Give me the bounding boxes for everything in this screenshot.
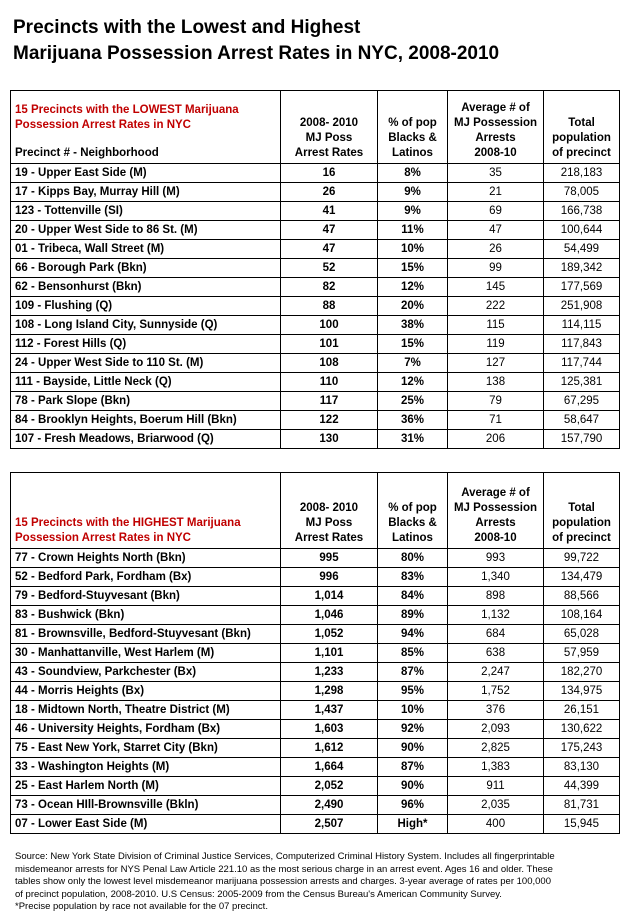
highest-cell-pop: 134,975 [544,682,620,701]
lowest-table-row [11,221,620,240]
highest-table-row [11,568,620,587]
lowest-cell-name: 112 - Forest Hills (Q) [11,335,281,354]
lowest-cell-pct: 9% [378,183,448,202]
lowest-cell-pct: 15% [378,259,448,278]
highest-cell-name: 07 - Lower East Side (M) [11,815,281,834]
lowest-col-rate-a: 2008- 2010 [299,117,359,129]
highest-col-rate-a: 2008- 2010 [299,502,359,514]
highest-cell-rate: 996 [281,568,378,587]
highest-cell-pct: 90% [378,739,448,758]
highest-cell-avg: 2,825 [448,739,544,758]
lowest-cell-pop: 54,499 [544,240,620,259]
highest-cell-pop: 108,164 [544,606,620,625]
highest-cell-name: 83 - Bushwick (Bkn) [11,606,281,625]
highest-cell-name: 25 - East Harlem North (M) [11,777,281,796]
highest-cell-pct: 92% [378,720,448,739]
highest-cell-name: 43 - Soundview, Parkchester (Bx) [11,663,281,682]
highest-header-row [11,473,620,549]
highest-cell-pct: 90% [378,777,448,796]
source-line-4: of precinct population, 2008-2010. U.S Census: 2005-2009 from the Census Bureau's American Community Survey. [15,888,502,900]
highest-cell-pct: 80% [378,549,448,568]
highest-cell-name: 33 - Washington Heights (M) [11,758,281,777]
lowest-table [10,90,620,449]
highest-cell-pct: 87% [378,663,448,682]
lowest-col-pct-a: % of pop [388,117,437,129]
highest-cell-pct: 87% [378,758,448,777]
highest-table-row [11,758,620,777]
lowest-cell-name: 01 - Tribeca, Wall Street (M) [11,240,281,259]
lowest-cell-name: 62 - Bensonhurst (Bkn) [11,278,281,297]
highest-cell-pct: 84% [378,587,448,606]
source-line-3: tables show only the lowest level misdemeanor marijuana possession arrests and charges. 3-year average of rates per 100,000 [15,876,551,888]
highest-header-avg [448,473,544,549]
lowest-col-avg-d: 2008-10 [474,147,517,159]
lowest-cell-pct: 10% [378,240,448,259]
lowest-header-row [11,91,620,164]
lowest-col-avg-b: MJ Possession [453,117,538,129]
highest-cell-rate: 2,052 [281,777,378,796]
highest-cell-rate: 1,603 [281,720,378,739]
lowest-col-pop-b: population [552,132,611,144]
highest-table-row [11,777,620,796]
highest-table-row [11,606,620,625]
highest-cell-pop: 130,622 [544,720,620,739]
lowest-col-pct-c: Latinos [392,147,433,159]
lowest-cell-pop: 157,790 [544,430,620,449]
source-line-2: misdemeanor arrests for NYS Penal Law Article 221.10 as the most serious charge in an arrest event. Ages 16 and older. These [15,863,553,875]
highest-cell-pct: 95% [378,682,448,701]
lowest-col-rate-c: Arrest Rates [294,147,364,159]
lowest-header-neighborhood [11,91,281,164]
lowest-table-row [11,164,620,183]
lowest-cell-pop: 117,744 [544,354,620,373]
lowest-cell-pop: 117,843 [544,335,620,354]
lowest-cell-rate: 41 [281,202,378,221]
highest-table-row [11,720,620,739]
lowest-cell-pct: 20% [378,297,448,316]
highest-table-body [11,473,620,834]
highest-cell-name: 30 - Manhattanville, West Harlem (M) [11,644,281,663]
title-line-2: Marijuana Possession Arrest Rates in NYC, 2008-2010 [13,43,500,64]
highest-cell-pct: 96% [378,796,448,815]
highest-table-row [11,739,620,758]
highest-cell-pop: 57,959 [544,644,620,663]
page-title [13,15,613,67]
highest-cell-rate: 1,101 [281,644,378,663]
highest-table [10,472,620,834]
lowest-cell-pct: 31% [378,430,448,449]
lowest-col-pop-c: of precinct [552,147,611,159]
highest-cell-pop: 182,270 [544,663,620,682]
highest-cell-name: 75 - East New York, Starret City (Bkn) [11,739,281,758]
lowest-col-avg-a: Average # of [461,102,530,114]
lowest-table-row [11,278,620,297]
lowest-cell-pop: 67,295 [544,392,620,411]
highest-cell-rate: 1,664 [281,758,378,777]
highest-cell-pop: 81,731 [544,796,620,815]
highest-cell-name: 73 - Ocean HIll-Brownsville (Bkln) [11,796,281,815]
lowest-cell-rate: 101 [281,335,378,354]
lowest-cell-pct: 15% [378,335,448,354]
lowest-table-row [11,240,620,259]
lowest-cell-rate: 52 [281,259,378,278]
highest-table-row [11,663,620,682]
highest-cell-pct: High* [378,815,448,834]
highest-cell-rate: 1,437 [281,701,378,720]
source-line-1: Source: New York State Division of Criminal Justice Services, Computerized Criminal History System. Includes all fingerprintable [15,851,555,862]
lowest-cell-name: 84 - Brooklyn Heights, Boerum Hill (Bkn) [11,411,281,430]
lowest-cell-avg: 127 [448,354,544,373]
lowest-cell-rate: 110 [281,373,378,392]
lowest-col-avg-c: Arrests [475,132,516,144]
highest-cell-rate: 995 [281,549,378,568]
highest-header-pop [544,473,620,549]
highest-col-avg-a: Average # of [461,487,530,499]
highest-cell-avg: 2,247 [448,663,544,682]
lowest-cell-name: 19 - Upper East Side (M) [11,164,281,183]
lowest-cell-pop: 251,908 [544,297,620,316]
highest-cell-pop: 88,566 [544,587,620,606]
highest-cell-rate: 1,612 [281,739,378,758]
lowest-cell-pct: 38% [378,316,448,335]
highest-cell-name: 44 - Morris Heights (Bx) [11,682,281,701]
highest-cell-avg: 376 [448,701,544,720]
lowest-cell-name: 78 - Park Slope (Bkn) [11,392,281,411]
lowest-table-row [11,392,620,411]
lowest-cell-avg: 21 [448,183,544,202]
highest-cell-pct: 83% [378,568,448,587]
highest-table-row [11,815,620,834]
lowest-col-precinct: Precinct # - Neighborhood [15,147,159,159]
highest-cell-avg: 684 [448,625,544,644]
highest-col-avg-c: Arrests [475,517,516,529]
highest-cell-name: 18 - Midtown North, Theatre District (M) [11,701,281,720]
highest-cell-rate: 1,233 [281,663,378,682]
highest-cell-pop: 83,130 [544,758,620,777]
highest-cell-avg: 1,132 [448,606,544,625]
lowest-col-rate-b: MJ Poss [305,132,353,144]
lowest-table-row [11,202,620,221]
highest-cell-pop: 15,945 [544,815,620,834]
lowest-cell-name: 24 - Upper West Side to 110 St. (M) [11,354,281,373]
lowest-cell-rate: 16 [281,164,378,183]
highest-cell-rate: 1,298 [281,682,378,701]
lowest-header-pop [544,91,620,164]
highest-cell-avg: 898 [448,587,544,606]
lowest-cell-rate: 47 [281,221,378,240]
highest-table-row [11,549,620,568]
lowest-cell-pct: 12% [378,373,448,392]
highest-col-pct-b: Blacks & [388,517,437,529]
lowest-cell-avg: 222 [448,297,544,316]
lowest-cell-name: 20 - Upper West Side to 86 St. (M) [11,221,281,240]
highest-col-avg-b: MJ Possession [453,502,538,514]
highest-cell-pop: 99,722 [544,549,620,568]
highest-cell-pct: 89% [378,606,448,625]
lowest-cell-pop: 58,647 [544,411,620,430]
lowest-cell-rate: 26 [281,183,378,202]
lowest-cell-avg: 138 [448,373,544,392]
highest-cell-pct: 94% [378,625,448,644]
highest-heading-line2: Possession Arrest Rates in NYC [15,532,191,544]
highest-cell-avg: 2,093 [448,720,544,739]
highest-header-neighborhood [11,473,281,549]
lowest-cell-pct: 7% [378,354,448,373]
lowest-cell-pop: 100,644 [544,221,620,240]
highest-cell-name: 46 - University Heights, Fordham (Bx) [11,720,281,739]
highest-cell-pop: 175,243 [544,739,620,758]
lowest-cell-avg: 119 [448,335,544,354]
lowest-header-rate [281,91,378,164]
lowest-cell-avg: 35 [448,164,544,183]
lowest-cell-pct: 25% [378,392,448,411]
lowest-cell-pct: 12% [378,278,448,297]
lowest-cell-avg: 206 [448,430,544,449]
highest-cell-avg: 1,340 [448,568,544,587]
title-line-1: Precincts with the Lowest and Highest [13,17,361,38]
highest-cell-avg: 993 [448,549,544,568]
highest-cell-pct: 85% [378,644,448,663]
highest-col-avg-d: 2008-10 [474,532,517,544]
lowest-cell-pct: 9% [378,202,448,221]
highest-table-row [11,587,620,606]
source-line-5: *Precise population by race not available for the 07 precinct. [15,901,268,913]
lowest-table-row [11,373,620,392]
highest-cell-rate: 1,046 [281,606,378,625]
highest-col-rate-b: MJ Poss [305,517,353,529]
highest-cell-pct: 10% [378,701,448,720]
lowest-cell-avg: 69 [448,202,544,221]
lowest-cell-pop: 166,738 [544,202,620,221]
lowest-cell-pct: 8% [378,164,448,183]
lowest-table-row [11,335,620,354]
highest-col-rate-c: Arrest Rates [294,532,364,544]
lowest-cell-name: 66 - Borough Park (Bkn) [11,259,281,278]
highest-table-row [11,682,620,701]
lowest-table-row [11,316,620,335]
lowest-table-row [11,297,620,316]
lowest-table-row [11,183,620,202]
highest-header-rate [281,473,378,549]
lowest-cell-name: 17 - Kipps Bay, Murray Hill (M) [11,183,281,202]
lowest-table-row [11,354,620,373]
lowest-cell-pop: 189,342 [544,259,620,278]
lowest-cell-rate: 130 [281,430,378,449]
lowest-cell-rate: 108 [281,354,378,373]
highest-cell-rate: 2,490 [281,796,378,815]
highest-cell-pop: 44,399 [544,777,620,796]
lowest-cell-rate: 82 [281,278,378,297]
lowest-heading-line1: 15 Precincts with the LOWEST Marijuana [15,104,239,116]
lowest-header-pct [378,91,448,164]
highest-table-row [11,796,620,815]
highest-table-row [11,701,620,720]
highest-cell-name: 52 - Bedford Park, Fordham (Bx) [11,568,281,587]
lowest-cell-rate: 122 [281,411,378,430]
highest-heading-line1: 15 Precincts with the HIGHEST Marijuana [15,517,241,529]
lowest-table-row [11,259,620,278]
highest-table-row [11,625,620,644]
lowest-cell-avg: 26 [448,240,544,259]
lowest-cell-pop: 125,381 [544,373,620,392]
highest-cell-avg: 911 [448,777,544,796]
lowest-table-body [11,91,620,449]
lowest-cell-rate: 100 [281,316,378,335]
lowest-cell-name: 108 - Long Island City, Sunnyside (Q) [11,316,281,335]
lowest-table-row [11,430,620,449]
lowest-cell-pct: 11% [378,221,448,240]
lowest-cell-avg: 71 [448,411,544,430]
lowest-cell-rate: 88 [281,297,378,316]
lowest-cell-name: 109 - Flushing (Q) [11,297,281,316]
lowest-cell-name: 123 - Tottenville (SI) [11,202,281,221]
lowest-cell-name: 107 - Fresh Meadows, Briarwood (Q) [11,430,281,449]
lowest-cell-rate: 117 [281,392,378,411]
highest-cell-rate: 1,052 [281,625,378,644]
lowest-table-row [11,411,620,430]
lowest-col-pop-a: Total [568,117,595,129]
lowest-cell-avg: 145 [448,278,544,297]
highest-cell-name: 79 - Bedford-Stuyvesant (Bkn) [11,587,281,606]
source-note [15,851,615,914]
lowest-cell-name: 111 - Bayside, Little Neck (Q) [11,373,281,392]
highest-col-pop-c: of precinct [552,532,611,544]
highest-cell-avg: 400 [448,815,544,834]
highest-cell-avg: 638 [448,644,544,663]
highest-table-row [11,644,620,663]
highest-cell-avg: 1,752 [448,682,544,701]
highest-col-pct-c: Latinos [392,532,433,544]
lowest-cell-rate: 47 [281,240,378,259]
lowest-cell-avg: 47 [448,221,544,240]
lowest-col-pct-b: Blacks & [388,132,437,144]
highest-col-pct-a: % of pop [388,502,437,514]
highest-col-pop-b: population [552,517,611,529]
highest-col-pop-a: Total [568,502,595,514]
lowest-cell-pop: 177,569 [544,278,620,297]
highest-cell-rate: 2,507 [281,815,378,834]
lowest-cell-pop: 218,183 [544,164,620,183]
highest-cell-pop: 65,028 [544,625,620,644]
lowest-cell-avg: 115 [448,316,544,335]
lowest-cell-pct: 36% [378,411,448,430]
highest-cell-rate: 1,014 [281,587,378,606]
lowest-header-avg [448,91,544,164]
lowest-heading-line2: Possession Arrest Rates in NYC [15,119,191,131]
highest-cell-name: 77 - Crown Heights North (Bkn) [11,549,281,568]
highest-cell-pop: 26,151 [544,701,620,720]
highest-header-pct [378,473,448,549]
highest-cell-avg: 1,383 [448,758,544,777]
lowest-cell-avg: 99 [448,259,544,278]
lowest-cell-avg: 79 [448,392,544,411]
highest-cell-pop: 134,479 [544,568,620,587]
lowest-cell-pop: 78,005 [544,183,620,202]
lowest-cell-pop: 114,115 [544,316,620,335]
highest-cell-avg: 2,035 [448,796,544,815]
highest-cell-name: 81 - Brownsville, Bedford-Stuyvesant (Bkn) [11,625,281,644]
